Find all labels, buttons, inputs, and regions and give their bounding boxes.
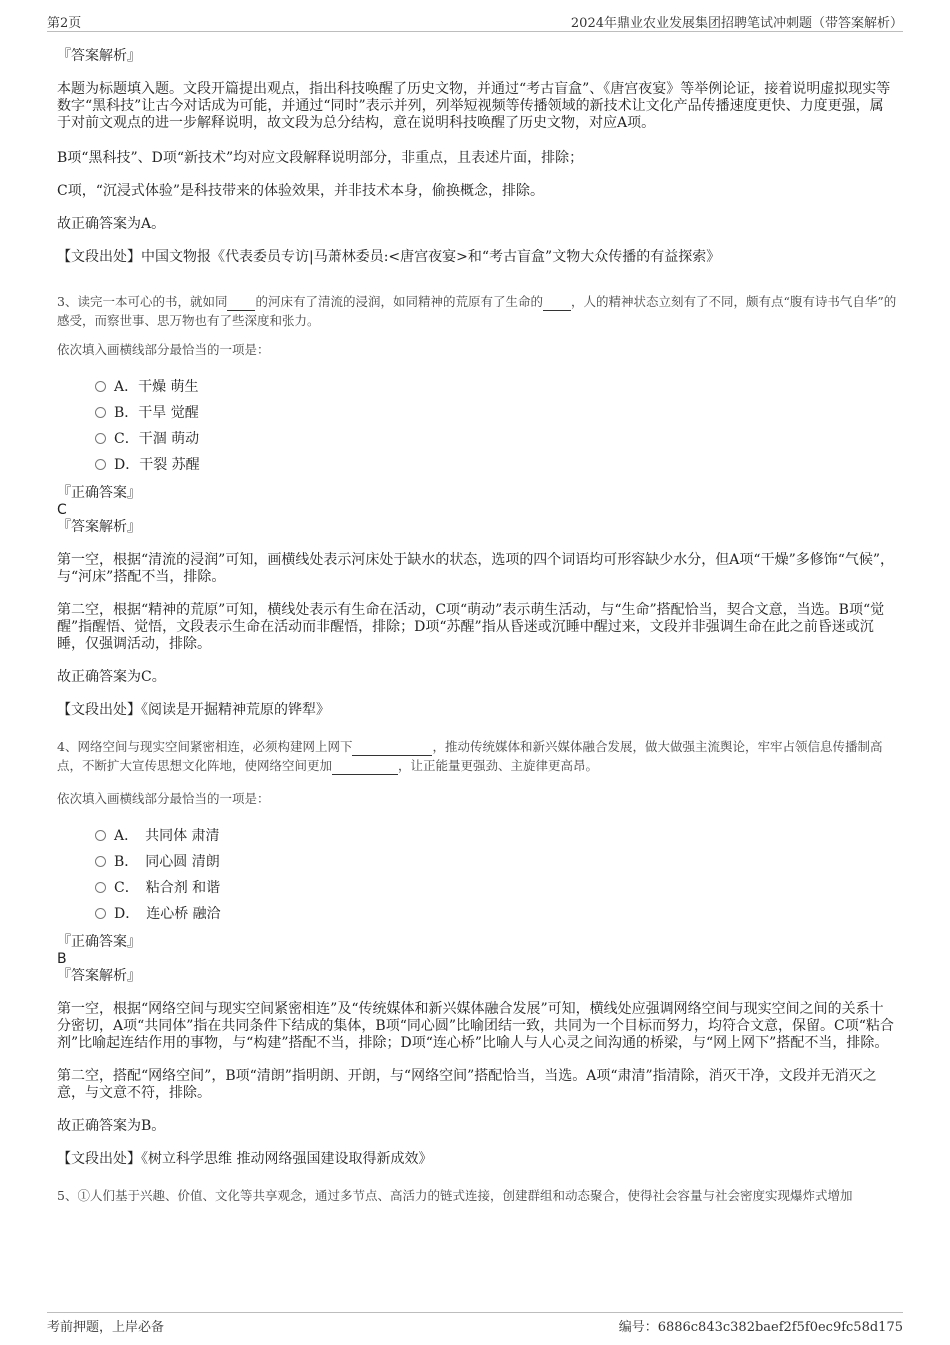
q4-option-b[interactable] <box>95 848 897 874</box>
page-header <box>47 12 903 32</box>
q2-analysis-para-2: B项“黑科技”、D项“新技术”均对应文段解释说明部分，非重点，且表述片面，排除； <box>57 150 584 166</box>
radio-icon[interactable] <box>95 856 106 867</box>
q4-stem-part-3: ，让正能量更强劲、主旋律更高昂。 <box>398 758 599 773</box>
q3-analysis-para-2: 第二空，根据“精神的荒原”可知，横线处表示有生命在活动，C项“萌动”表示萌生活动，与“生命”搭配恰当，契合文意，当选。B项“觉醒”指醒悟、觉悟，文段表示生命在活动而非醒悟，排除；D项“苏醒”指从昏迷或沉睡中醒过来，文段并非强调生命在此之前昏迷或沉睡，仅强调活动，排除。 <box>57 602 885 652</box>
document-code: 编号：6886c843c382baef2f5f0ec9fc58d175 <box>618 1320 903 1335</box>
q3-analysis-label: 『答案解析』 <box>57 519 141 535</box>
q3-analysis-para-3: 故正确答案为C。 <box>57 669 166 685</box>
q2-source: 【文段出处】中国文物报《代表委员专访|马萧林委员:<唐宫夜宴>和“考古盲盒”文物大众传播的有益探索》 <box>57 249 721 265</box>
q4-option-c[interactable] <box>95 874 897 900</box>
radio-icon[interactable] <box>95 908 106 919</box>
radio-icon[interactable] <box>95 381 106 392</box>
q2-analysis-label: 『答案解析』 <box>57 48 141 64</box>
q4-blank-1 <box>352 742 432 756</box>
q4-analysis-para-1: 第一空，根据“网络空间与现实空间紧密相连”及“传统媒体和新兴媒体融合发展”可知，横线处应强调网络空间与现实空间之间的关系十分密切，A项“共同体”指在共同条件下结成的集体，B项“同心圆”比喻团结一致，共同为一个目标而努力，均符合文意，保留。C项“粘合剂”比喻起连结作用的事物，与“构建”搭配不当，排除；D项“连心桥”比喻人与人心灵之间沟通的桥梁，与“网上网下”搭配不当，排除。 <box>57 1001 894 1051</box>
q4-option-b-label: B． 同心圆 清朗 <box>114 854 220 870</box>
q4-option-a-label: A． 共同体 肃清 <box>114 828 220 844</box>
q4-prompt: 依次填入画横线部分最恰当的一项是： <box>57 791 270 806</box>
page-number: 第2页 <box>47 16 82 31</box>
document-title: 2024年鼎业农业发展集团招聘笔试冲刺题（带答案解析） <box>570 16 903 31</box>
q3-option-c[interactable] <box>95 425 897 451</box>
q4-options <box>95 822 897 926</box>
radio-icon[interactable] <box>95 882 106 893</box>
q3-option-d-label: D．干裂 苏醒 <box>114 457 200 473</box>
q4-correct-answer: B <box>57 951 67 967</box>
page-footer <box>47 1312 903 1334</box>
q4-blank-2 <box>332 761 398 775</box>
q4-stem <box>57 737 897 775</box>
main-content <box>57 48 897 1205</box>
q3-option-a-label: A．干燥 萌生 <box>114 379 199 395</box>
q3-stem-part-2: 的河床有了清流的浸润，如同精神的荒原有了生命的 <box>255 294 543 309</box>
q5-stem: 5、①人们基于兴趣、价值、文化等共享观念，通过多节点、高活力的链式连接，创建群组和动态聚合，使得社会容量与社会密度实现爆炸式增加 <box>57 1188 853 1203</box>
q3-stem-part-3: ，人的精神状态立刻有了不同，颇有点“腹有诗书气自华”的感受，而察世事、思万物也有了些深度和张力。 <box>57 294 897 328</box>
q3-stem <box>57 292 897 330</box>
q3-option-b-label: B．干旱 觉醒 <box>114 405 199 421</box>
q3-source: 【文段出处】《阅读是开掘精神荒原的铧犁》 <box>57 702 330 718</box>
q4-analysis-para-3: 故正确答案为B。 <box>57 1118 166 1134</box>
q2-analysis-para-4: 故正确答案为A。 <box>57 216 166 232</box>
q4-correct-label: 『正确答案』 <box>57 934 141 950</box>
q4-option-a[interactable] <box>95 822 897 848</box>
radio-icon[interactable] <box>95 407 106 418</box>
q3-blank-2 <box>543 297 571 311</box>
q3-option-b[interactable] <box>95 399 897 425</box>
q3-blank-1 <box>227 297 255 311</box>
q2-analysis-para-3: C项，“沉浸式体验”是科技带来的体验效果，并非技术本身，偷换概念，排除。 <box>57 183 545 199</box>
q3-prompt: 依次填入画横线部分最恰当的一项是： <box>57 342 270 357</box>
radio-icon[interactable] <box>95 830 106 841</box>
radio-icon[interactable] <box>95 433 106 444</box>
q4-option-c-label: C． 粘合剂 和谐 <box>114 880 221 896</box>
q3-option-a[interactable] <box>95 373 897 399</box>
q3-stem-part-1: 3、读完一本可心的书，就如同 <box>57 294 228 309</box>
q2-analysis-para-1: 本题为标题填入题。文段开篇提出观点，指出科技唤醒了历史文物，并通过“考古盲盒”、《唐宫夜宴》等举例论证，接着说明虚拟现实等数字“黑科技”让古今对话成为可能，并通过“同时”表示并列，列举短视频等传播领域的新技术让文化产品传播速度更快、力度更强，属于对前文观点的进一步解释说明，故文段为总分结构，意在说明科技唤醒了历史文物，对应A项。 <box>57 81 891 131</box>
q3-analysis-para-1: 第一空，根据“清流的浸润”可知，画横线处表示河床处于缺水的状态，选项的四个词语均可形容缺少水分，但A项“干燥”多修饰“气候”，与“河床”搭配不当，排除。 <box>57 552 895 585</box>
q3-option-d[interactable] <box>95 451 897 477</box>
q3-options <box>95 373 897 477</box>
q4-analysis-para-2: 第二空，搭配“网络空间”，B项“清朗”指明朗、开朗，与“网络空间”搭配恰当，当选。A项“肃清”指清除，消灭干净，文段并无消灭之意，与文意不符，排除。 <box>57 1068 877 1101</box>
q3-correct-answer: C <box>57 502 67 518</box>
q4-stem-part-2: ，推动传统媒体和新兴媒体融合发展，做大做强主流舆论，牢牢占领信息传播制高点，不断扩大宣传思想文化阵地，使网络空间更加 <box>57 739 883 773</box>
q4-analysis-label: 『答案解析』 <box>57 968 141 984</box>
q4-option-d-label: D． 连心桥 融洽 <box>114 906 221 922</box>
q3-option-c-label: C．干涸 萌动 <box>114 431 200 447</box>
q4-option-d[interactable] <box>95 900 897 926</box>
footer-slogan: 考前押题，上岸必备 <box>47 1320 165 1335</box>
q4-source: 【文段出处】《树立科学思维 推动网络强国建设取得新成效》 <box>57 1151 433 1167</box>
q4-stem-part-1: 4、网络空间与现实空间紧密相连，必须构建网上网下 <box>57 739 353 754</box>
radio-icon[interactable] <box>95 459 106 470</box>
q3-correct-label: 『正确答案』 <box>57 485 141 501</box>
